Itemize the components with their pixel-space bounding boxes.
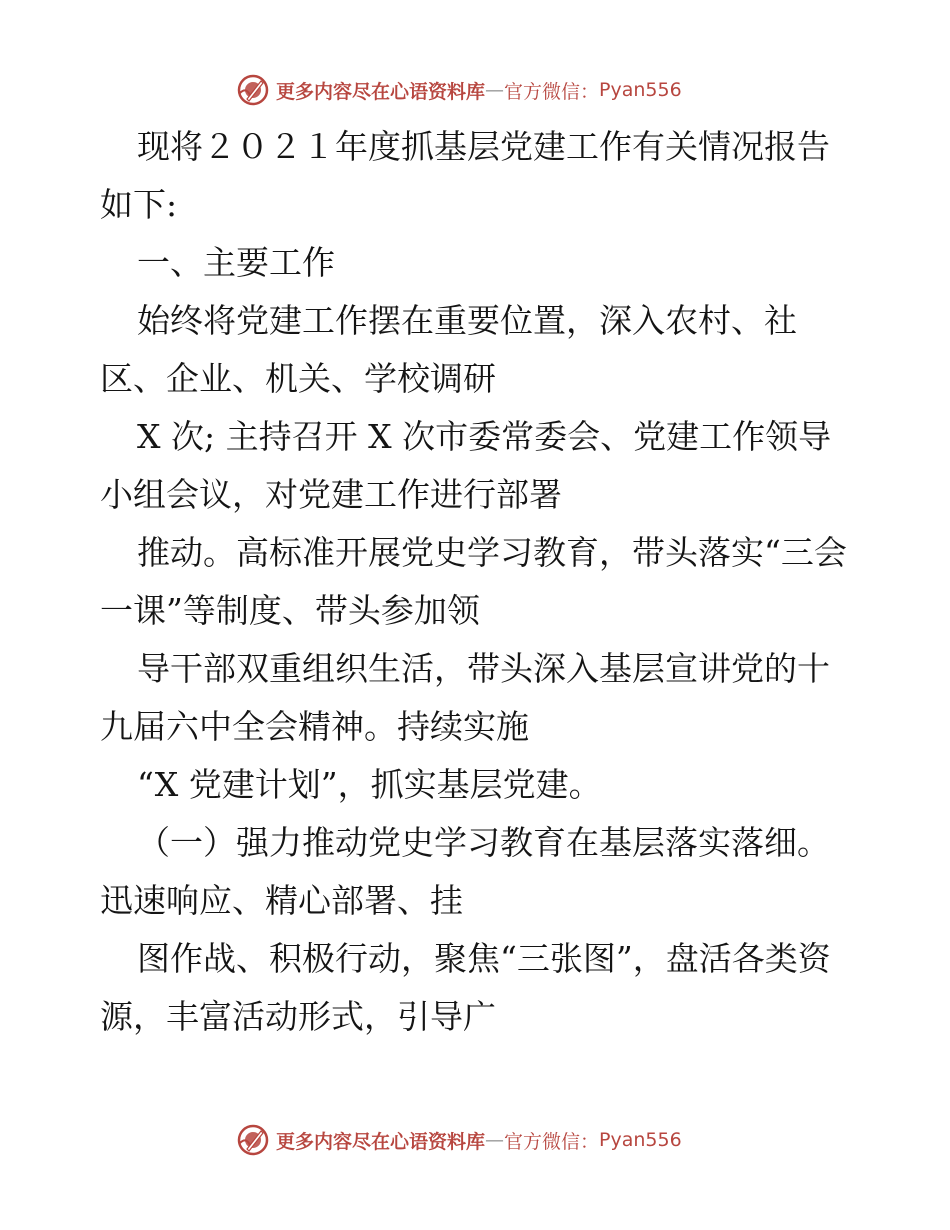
watermark-site-text: 更多内容尽在心语资料库 (276, 1130, 486, 1153)
paragraph-line-9: 图作战、积极行动，聚焦“三张图”，盘活各类资源，丰富活动形式，引导广 (100, 939, 831, 1036)
quill-seal-logo-icon (236, 1123, 270, 1157)
watermark-banner-top (236, 70, 716, 110)
document-body (100, 118, 860, 1046)
section-heading-main-work: 一、主要工作 (137, 243, 335, 282)
watermark-separator: — (485, 79, 505, 101)
watermark-wechat-id: Pyan556 (599, 79, 682, 101)
subsection-heading-1: （一）强力推动党史学习教育在基层落实落细。迅速响应、精心部署、挂 (100, 823, 830, 920)
paragraph-line-4: X 次; 主持召开 X 次市委常委会、党建工作领导小组会议，对党建工作进行部署 (100, 417, 832, 514)
quill-seal-logo-icon (236, 73, 270, 107)
watermark-separator: — (485, 1129, 505, 1151)
watermark-wechat-id: Pyan556 (599, 1129, 682, 1151)
watermark-official-text: 官方微信： (504, 80, 600, 103)
watermark-site-text: 更多内容尽在心语资料库 (276, 80, 486, 103)
watermark-banner-bottom (236, 1120, 716, 1160)
paragraph-line-7: “X 党建计划”，抓实基层党建。 (137, 765, 602, 804)
paragraph-line-3: 始终将党建工作摆在重要位置，深入农村、社区、企业、机关、学校调研 (100, 301, 797, 398)
paragraph-line-6: 导干部双重组织生活，带头深入基层宣讲党的十九届六中全会精神。持续实施 (100, 649, 830, 746)
paragraph-line-5: 推动。高标准开展党史学习教育，带头落实“三会一课”等制度、带头参加领 (100, 533, 847, 630)
paragraph-intro: 现将２０２１年度抓基层党建工作有关情况报告如下: (100, 127, 830, 224)
watermark-official-text: 官方微信： (504, 1130, 600, 1153)
